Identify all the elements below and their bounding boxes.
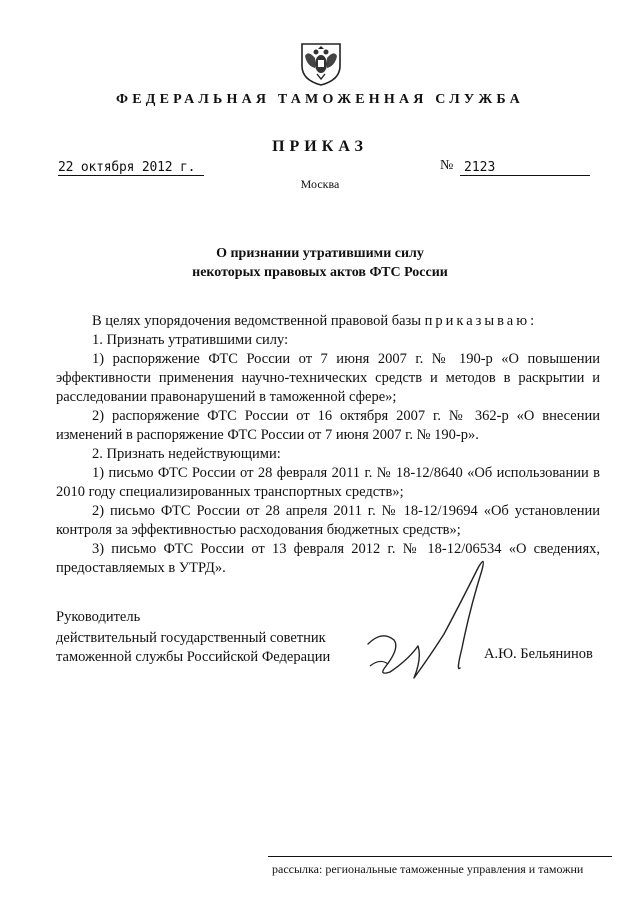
section-1-title: 1. Признать утратившими силу: bbox=[92, 332, 289, 348]
signatory-block bbox=[56, 608, 330, 667]
signatory-name: А.Ю. Бельянинов bbox=[484, 646, 593, 662]
distribution-list: рассылка: региональные таможенные управления и таможни bbox=[272, 862, 584, 876]
signatory-title: Руководитель bbox=[56, 609, 141, 625]
section-2-item-1: 1) письмо ФТС России от 28 февраля 2011 г. № 18-12/8640 «Об использовании в 2010 году специализированных транспортных средств»; bbox=[56, 465, 600, 500]
section-2-item-2: 2) письмо ФТС России от 28 апреля 2011 г. № 18-12/19694 «Об установлении контроля за эффективностью расходования бюджетных средств»; bbox=[56, 503, 600, 538]
intro-text: В целях упорядочения ведомственной правовой базы bbox=[92, 313, 425, 329]
order-number-label: № bbox=[440, 158, 454, 173]
section-1-item-2: 2) распоряжение ФТС России от 16 октября 2007 г. № 362-р «О внесении изменений в распоряжение ФТС России от 7 июня 2007 г. № 190-р». bbox=[56, 408, 600, 443]
subject-line-2: некоторых правовых актов ФТС России bbox=[192, 265, 448, 280]
intro-paragraph bbox=[56, 312, 600, 331]
section-2-title: 2. Признать недействующими: bbox=[92, 446, 281, 462]
intro-command: приказываю bbox=[424, 313, 531, 329]
order-subject bbox=[0, 244, 640, 282]
order-body bbox=[56, 312, 600, 578]
order-date: 22 октября 2012 г. bbox=[58, 160, 204, 176]
section-2-item-3: 3) письмо ФТС России от 13 февраля 2012 г. № 18-12/06534 «О сведениях, предоставляемых в УТРД». bbox=[56, 541, 600, 576]
signatory-rank-1: действительный государственный советник bbox=[56, 630, 326, 646]
signatory-rank-2: таможенной службы Российской Федерации bbox=[56, 649, 331, 665]
order-number: 2123 bbox=[460, 160, 590, 176]
document-type: ПРИКАЗ bbox=[272, 138, 368, 155]
coat-of-arms-icon bbox=[298, 36, 344, 86]
intro-end: : bbox=[530, 313, 535, 329]
city: Москва bbox=[300, 177, 340, 191]
section-1-item-1: 1) распоряжение ФТС России от 7 июня 2007 г. № 190-р «О повышении эффективности применения научно-технических средств и методов в раскрытии и расследовании правонарушений в таможенной сфере»; bbox=[56, 351, 600, 405]
distribution-divider bbox=[268, 856, 612, 857]
handwritten-signature bbox=[360, 548, 496, 698]
agency-name: ФЕДЕРАЛЬНАЯ ТАМОЖЕННАЯ СЛУЖБА bbox=[116, 92, 524, 107]
subject-line-1: О признании утратившими силу bbox=[216, 246, 424, 261]
